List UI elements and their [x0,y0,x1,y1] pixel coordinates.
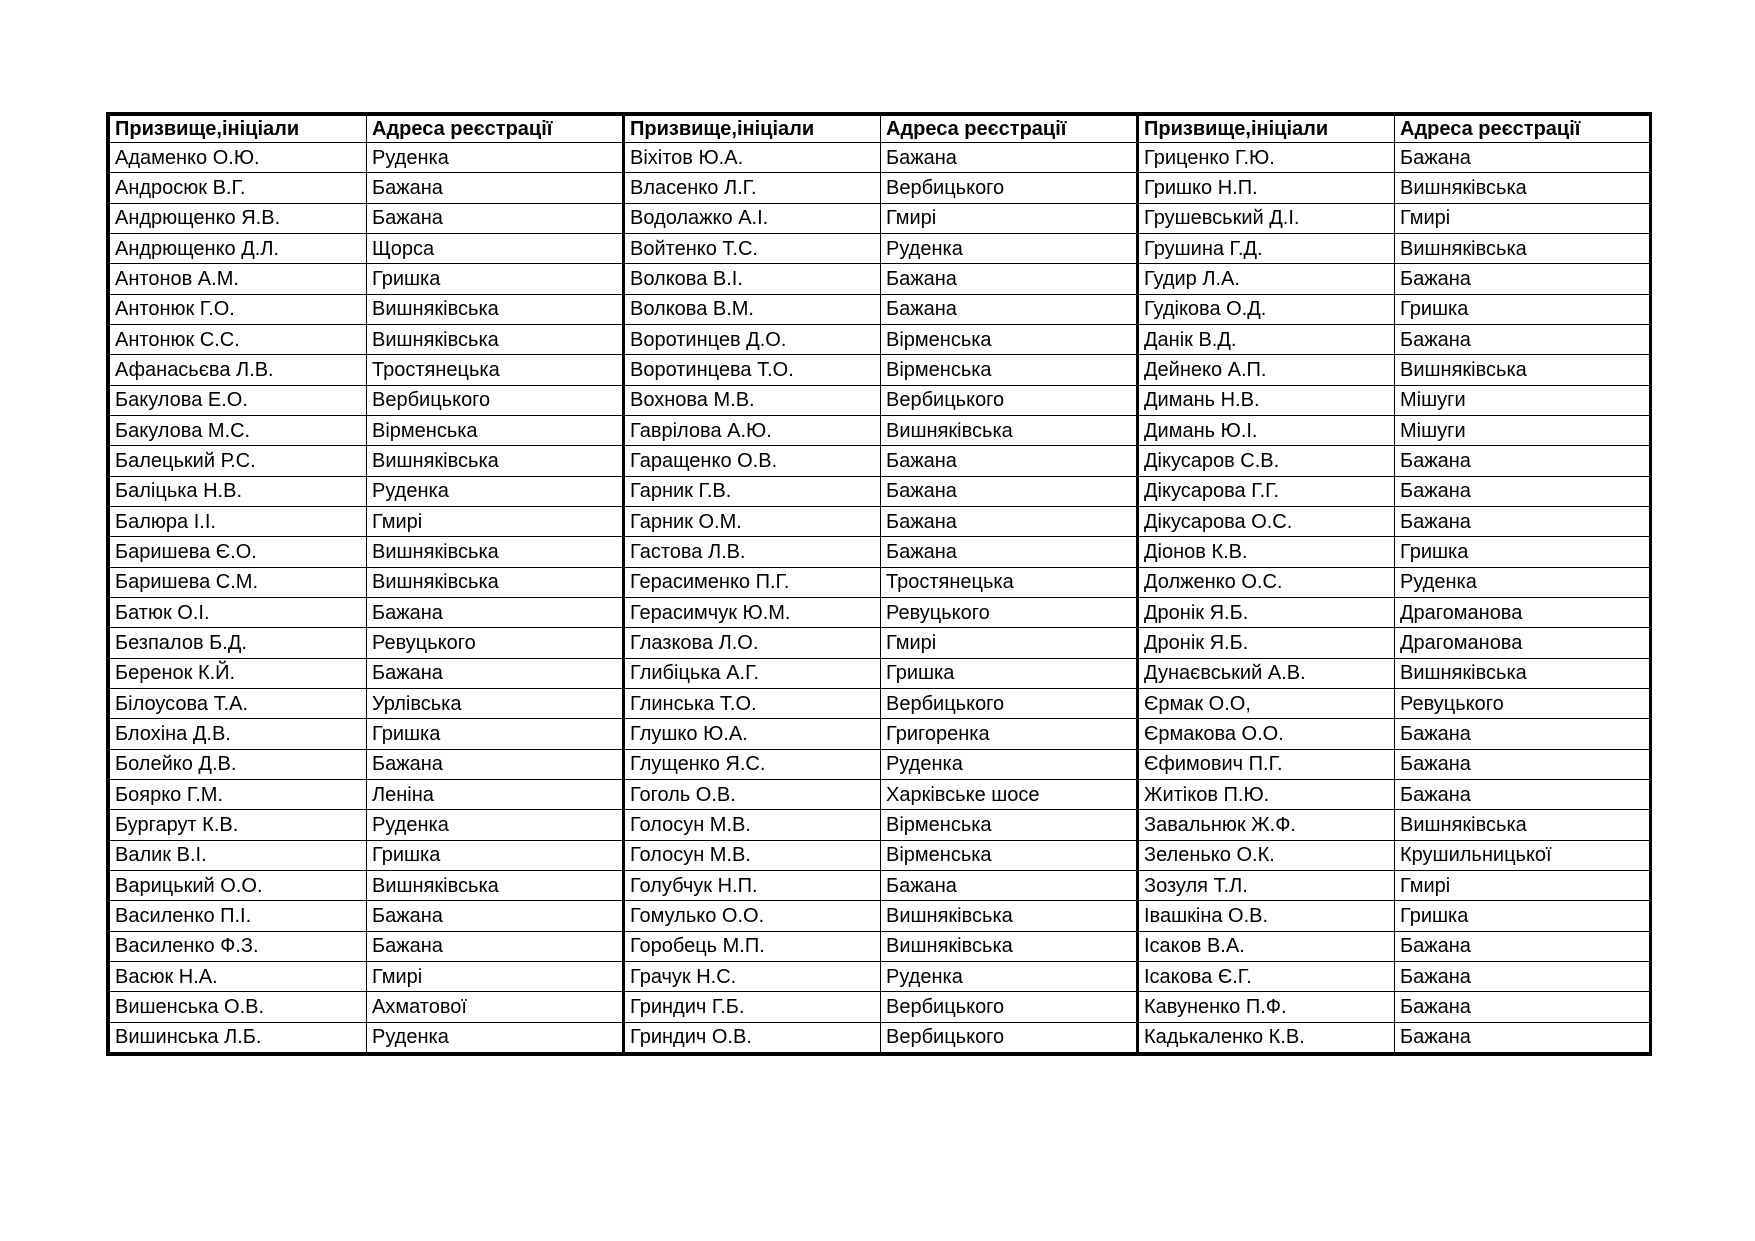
table-row [110,840,1652,870]
column-header-address: Адреса реєстрації [1395,116,1652,143]
address-cell: Руденка [881,233,1138,263]
address-cell: Гмирі [1395,870,1652,900]
name-cell: Грушина Г.Д. [1138,233,1395,263]
name-cell: Герасименко П.Г. [624,567,881,597]
name-cell: Дунаєвський А.В. [1138,658,1395,688]
table-row [110,143,1652,173]
address-cell: Вишняківська [881,901,1138,931]
table-row [110,810,1652,840]
table-row [110,567,1652,597]
address-cell: Бажана [1395,749,1652,779]
column-header-address: Адреса реєстрації [881,116,1138,143]
name-cell: Гомулько О.О. [624,901,881,931]
name-cell: Волкова В.М. [624,294,881,324]
address-cell: Вірменська [881,810,1138,840]
address-cell: Гмирі [367,961,624,991]
name-cell: Глушко Ю.А. [624,719,881,749]
table-row [110,779,1652,809]
address-cell: Гришка [367,840,624,870]
address-cell: Бажана [1395,779,1652,809]
table-row [110,688,1652,718]
name-cell: Дронік Я.Б. [1138,597,1395,627]
table-row [110,385,1652,415]
name-cell: Житіков П.Ю. [1138,779,1395,809]
address-cell: Ахматової [367,992,624,1022]
name-cell: Антонов А.М. [110,264,367,294]
name-cell: Бакулова М.С. [110,415,367,445]
name-cell: Димань Ю.І. [1138,415,1395,445]
name-cell: Дейнеко А.П. [1138,355,1395,385]
name-cell: Гришко Н.П. [1138,173,1395,203]
address-cell: Бажана [1395,324,1652,354]
address-cell: Бажана [367,749,624,779]
name-cell: Гаращенко О.В. [624,446,881,476]
name-cell: Баліцька Н.В. [110,476,367,506]
table-row [110,961,1652,991]
name-cell: Ісаков В.А. [1138,931,1395,961]
address-cell: Руденка [881,749,1138,779]
address-cell: Бажана [367,658,624,688]
name-cell: Дікусарова Г.Г. [1138,476,1395,506]
address-cell: Вірменська [881,840,1138,870]
name-cell: Васюк Н.А. [110,961,367,991]
address-cell: Вишняківська [1395,173,1652,203]
name-cell: Димань Н.В. [1138,385,1395,415]
address-cell: Бажана [1395,992,1652,1022]
name-cell: Беренок К.Й. [110,658,367,688]
name-cell: Завальнюк Ж.Ф. [1138,810,1395,840]
address-cell: Бажана [367,173,624,203]
address-cell: Руденка [367,143,624,173]
name-cell: Данік В.Д. [1138,324,1395,354]
address-cell: Гмирі [881,628,1138,658]
address-cell: Гмирі [881,203,1138,233]
name-cell: Войтенко Т.С. [624,233,881,263]
name-cell: Волкова В.І. [624,264,881,294]
address-cell: Бажана [881,143,1138,173]
name-cell: Водолажко А.І. [624,203,881,233]
registration-table-container [106,112,1652,1056]
column-header-name: Призвище,ініціали [1138,116,1395,143]
address-cell: Бажана [881,537,1138,567]
address-cell: Руденка [367,1022,624,1052]
name-cell: Андросюк В.Г. [110,173,367,203]
table-row [110,506,1652,536]
table-row [110,992,1652,1022]
name-cell: Гудікова О.Д. [1138,294,1395,324]
name-cell: Воротинцева Т.О. [624,355,881,385]
name-cell: Голосун М.В. [624,840,881,870]
name-cell: Білоусова Т.А. [110,688,367,718]
registration-table [109,115,1652,1053]
name-cell: Віхітов Ю.А. [624,143,881,173]
name-cell: Вишенська О.В. [110,992,367,1022]
address-cell: Вишняківська [367,870,624,900]
address-cell: Драгоманова [1395,628,1652,658]
name-cell: Герасимчук Ю.М. [624,597,881,627]
name-cell: Вохнова М.В. [624,385,881,415]
name-cell: Єрмакова О.О. [1138,719,1395,749]
address-cell: Бажана [881,870,1138,900]
name-cell: Голубчук Н.П. [624,870,881,900]
table-row [110,233,1652,263]
name-cell: Боярко Г.М. [110,779,367,809]
table-row [110,719,1652,749]
address-cell: Тростянецька [881,567,1138,597]
name-cell: Антонюк Г.О. [110,294,367,324]
table-row [110,264,1652,294]
name-cell: Гриндич Г.Б. [624,992,881,1022]
address-cell: Драгоманова [1395,597,1652,627]
name-cell: Батюк О.І. [110,597,367,627]
table-row [110,749,1652,779]
address-cell: Вишняківська [1395,810,1652,840]
address-cell: Бажана [1395,719,1652,749]
table-row [110,931,1652,961]
address-cell: Бажана [1395,961,1652,991]
name-cell: Єфимович П.Г. [1138,749,1395,779]
address-cell: Бажана [1395,446,1652,476]
address-cell: Вишняківська [1395,355,1652,385]
address-cell: Вербицького [881,173,1138,203]
table-row [110,476,1652,506]
address-cell: Вишняківська [367,294,624,324]
address-cell: Леніна [367,779,624,809]
address-cell: Вишняківська [367,537,624,567]
address-cell: Гришка [1395,537,1652,567]
name-cell: Горобець М.П. [624,931,881,961]
address-cell: Гмирі [367,506,624,536]
address-cell: Гришка [881,658,1138,688]
name-cell: Діонов К.В. [1138,537,1395,567]
address-cell: Гмирі [1395,203,1652,233]
table-row [110,355,1652,385]
address-cell: Вишняківська [881,931,1138,961]
address-cell: Григоренка [881,719,1138,749]
table-row [110,173,1652,203]
address-cell: Харківське шосе [881,779,1138,809]
name-cell: Власенко Л.Г. [624,173,881,203]
name-cell: Зозуля Т.Л. [1138,870,1395,900]
name-cell: Гоголь О.В. [624,779,881,809]
name-cell: Долженко О.С. [1138,567,1395,597]
table-row [110,203,1652,233]
address-cell: Бажана [1395,476,1652,506]
name-cell: Андрющенко Я.В. [110,203,367,233]
address-cell: Вишняківська [367,446,624,476]
name-cell: Дікусаров С.В. [1138,446,1395,476]
name-cell: Глибіцька А.Г. [624,658,881,688]
name-cell: Глинська Т.О. [624,688,881,718]
name-cell: Баришева С.М. [110,567,367,597]
name-cell: Бакулова Е.О. [110,385,367,415]
address-cell: Бажана [1395,931,1652,961]
address-cell: Бажана [367,597,624,627]
column-header-name: Призвище,ініціали [624,116,881,143]
address-cell: Бажана [881,446,1138,476]
address-cell: Вербицького [881,385,1138,415]
table-row [110,324,1652,354]
name-cell: Баришева Є.О. [110,537,367,567]
address-cell: Щорса [367,233,624,263]
table-row [110,597,1652,627]
name-cell: Голосун М.В. [624,810,881,840]
name-cell: Гриценко Г.Ю. [1138,143,1395,173]
name-cell: Антонюк С.С. [110,324,367,354]
address-cell: Руденка [367,810,624,840]
table-body [110,143,1652,1053]
address-cell: Бажана [1395,143,1652,173]
name-cell: Гудир Л.А. [1138,264,1395,294]
address-cell: Бажана [881,294,1138,324]
table-row [110,537,1652,567]
name-cell: Блохіна Д.В. [110,719,367,749]
address-cell: Вишняківська [1395,658,1652,688]
name-cell: Адаменко О.Ю. [110,143,367,173]
address-cell: Вербицького [881,992,1138,1022]
name-cell: Гарник Г.В. [624,476,881,506]
address-cell: Бажана [367,901,624,931]
address-cell: Бажана [1395,264,1652,294]
column-header-name: Призвище,ініціали [110,116,367,143]
name-cell: Кавуненко П.Ф. [1138,992,1395,1022]
address-cell: Вербицького [881,688,1138,718]
table-row [110,870,1652,900]
address-cell: Урлівська [367,688,624,718]
address-cell: Вишняківська [881,415,1138,445]
name-cell: Грушевський Д.І. [1138,203,1395,233]
name-cell: Зеленько О.К. [1138,840,1395,870]
name-cell: Кадькаленко К.В. [1138,1022,1395,1052]
name-cell: Гриндич О.В. [624,1022,881,1052]
name-cell: Варицький О.О. [110,870,367,900]
name-cell: Болейко Д.В. [110,749,367,779]
address-cell: Вербицького [881,1022,1138,1052]
address-cell: Вишняківська [367,567,624,597]
address-cell: Бажана [881,506,1138,536]
address-cell: Бажана [1395,1022,1652,1052]
name-cell: Балецький Р.С. [110,446,367,476]
name-cell: Грачук Н.С. [624,961,881,991]
address-cell: Бажана [881,476,1138,506]
address-cell: Бажана [881,264,1138,294]
name-cell: Балюра І.І. [110,506,367,536]
column-header-address: Адреса реєстрації [367,116,624,143]
address-cell: Вірменська [367,415,624,445]
name-cell: Василенко П.І. [110,901,367,931]
table-row [110,415,1652,445]
name-cell: Дікусарова О.С. [1138,506,1395,536]
address-cell: Ревуцького [881,597,1138,627]
table-row [110,658,1652,688]
table-row [110,446,1652,476]
address-cell: Мішуги [1395,385,1652,415]
address-cell: Тростянецька [367,355,624,385]
name-cell: Бургарут К.В. [110,810,367,840]
table-row [110,901,1652,931]
table-row [110,1022,1652,1052]
name-cell: Дронік Я.Б. [1138,628,1395,658]
address-cell: Руденка [881,961,1138,991]
name-cell: Афанасьєва Л.В. [110,355,367,385]
address-cell: Вірменська [881,355,1138,385]
name-cell: Вишинська Л.Б. [110,1022,367,1052]
name-cell: Єрмак О.О, [1138,688,1395,718]
address-cell: Ревуцького [367,628,624,658]
name-cell: Гарник О.М. [624,506,881,536]
name-cell: Валик В.І. [110,840,367,870]
table-row [110,628,1652,658]
name-cell: Глущенко Я.С. [624,749,881,779]
header-row [110,116,1652,143]
address-cell: Руденка [1395,567,1652,597]
address-cell: Крушильницької [1395,840,1652,870]
name-cell: Василенко Ф.З. [110,931,367,961]
address-cell: Ревуцького [1395,688,1652,718]
address-cell: Гришка [1395,901,1652,931]
name-cell: Безпалов Б.Д. [110,628,367,658]
name-cell: Ісакова Є.Г. [1138,961,1395,991]
name-cell: Глазкова Л.О. [624,628,881,658]
address-cell: Бажана [367,931,624,961]
address-cell: Бажана [1395,506,1652,536]
address-cell: Вірменська [881,324,1138,354]
name-cell: Івашкіна О.В. [1138,901,1395,931]
address-cell: Гришка [1395,294,1652,324]
address-cell: Гришка [367,719,624,749]
address-cell: Мішуги [1395,415,1652,445]
address-cell: Вишняківська [1395,233,1652,263]
table-row [110,294,1652,324]
name-cell: Гаврілова А.Ю. [624,415,881,445]
name-cell: Воротинцев Д.О. [624,324,881,354]
name-cell: Андрющенко Д.Л. [110,233,367,263]
address-cell: Вербицького [367,385,624,415]
address-cell: Руденка [367,476,624,506]
name-cell: Гастова Л.В. [624,537,881,567]
address-cell: Вишняківська [367,324,624,354]
address-cell: Гришка [367,264,624,294]
address-cell: Бажана [367,203,624,233]
